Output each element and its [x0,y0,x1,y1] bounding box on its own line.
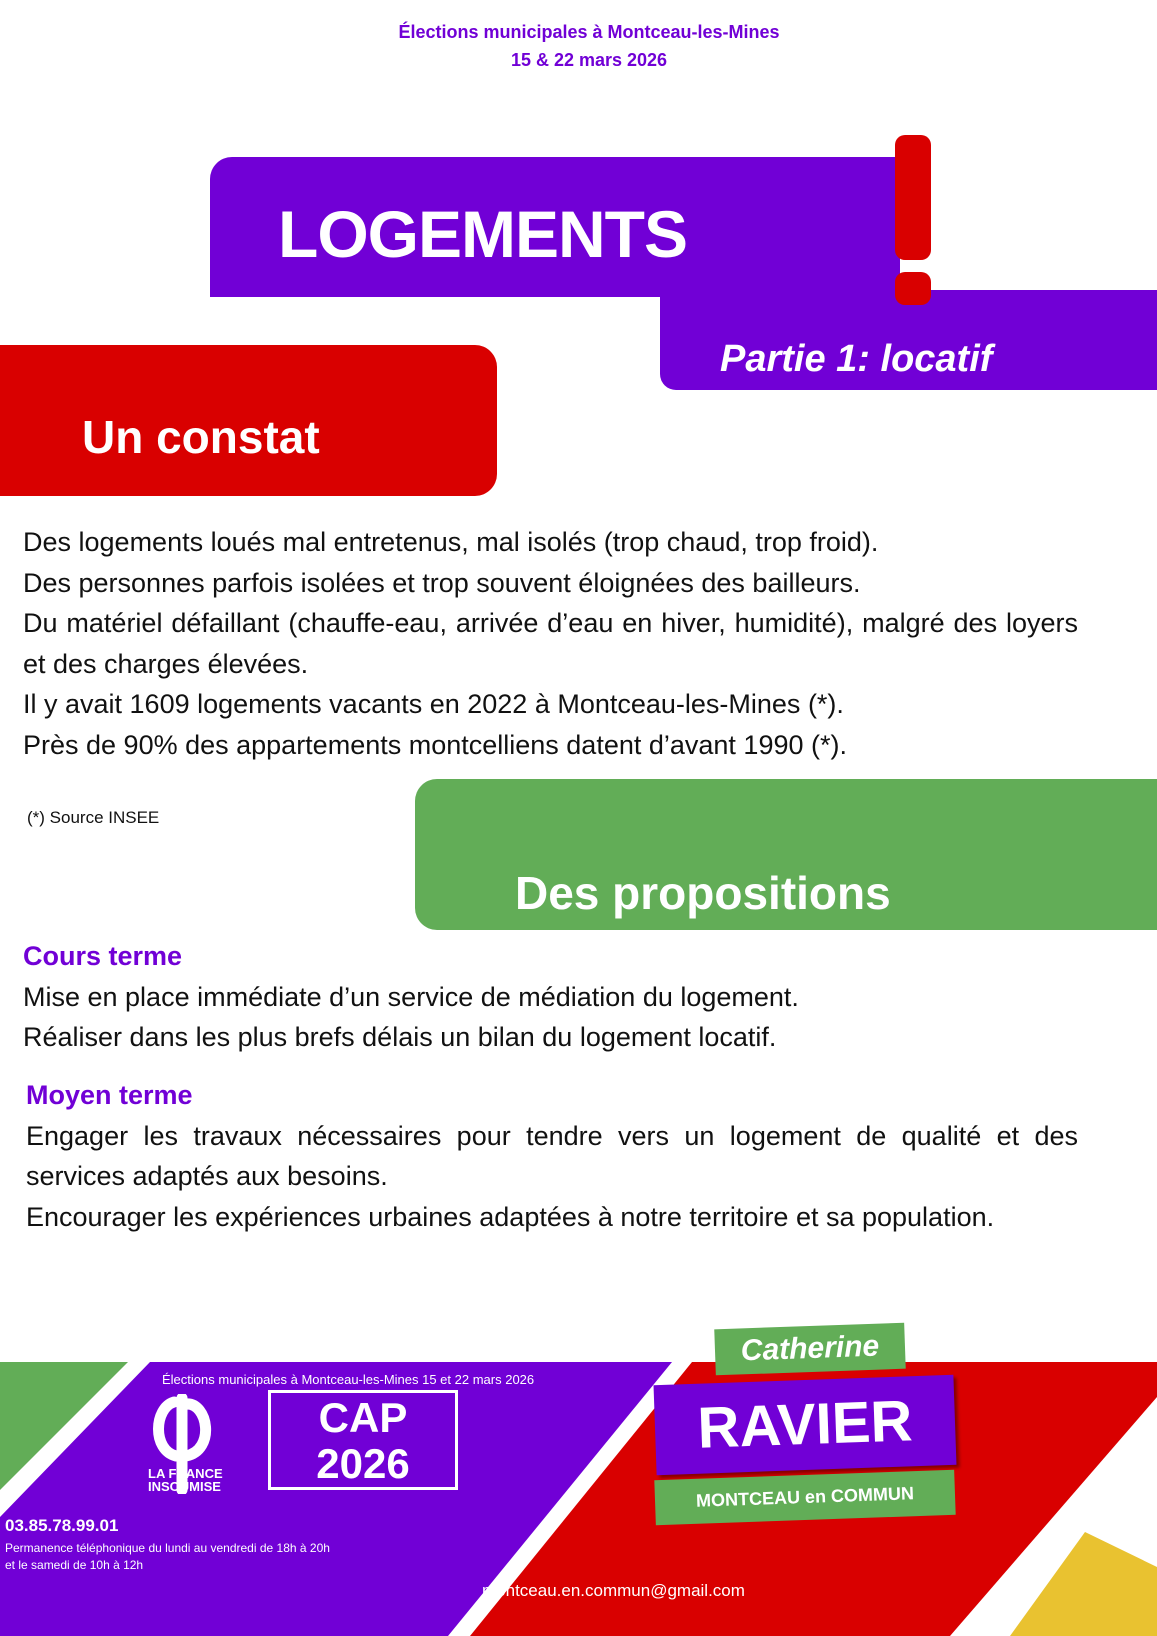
contact-email[interactable]: montceau.en.commun@gmail.com [482,1581,745,1600]
header-line-1: Élections municipales à Montceau-les-Mines [398,22,780,42]
candidate-last-name: RAVIER [654,1375,957,1475]
short-term-item: Mise en place immédiate d’un service de médiation du logement. [23,981,799,1012]
short-term-section [23,936,1078,1058]
mid-term-section [26,1075,1078,1237]
source-note: (*) Source INSEE [27,808,160,827]
constat-paragraph: Des personnes parfois isolées et trop souvent éloignées des bailleurs. [23,567,861,598]
hours-line-2: et le samedi de 10h à 12h [5,1558,144,1572]
france-insoumise-text: LA FRANCE INSOUMISE [148,1466,223,1494]
constat-text [23,522,1078,765]
list-name: MONTCEAU en COMMUN [654,1470,955,1525]
hours-line-1: Permanence téléphonique du lundi au vendredi de 18h à 20h [5,1541,330,1555]
cap-text: CAP [318,1394,408,1441]
short-term-item: Réaliser dans les plus brefs délais un bilan du logement locatif. [23,1022,777,1052]
header-line-2: 15 & 22 mars 2026 [510,50,668,70]
subtitle: Partie 1: locatif [720,338,993,380]
constat-heading: Un constat [82,411,320,463]
cap-2026-logo [268,1390,458,1490]
year-text: 2026 [316,1440,410,1487]
mid-term-item: Engager les travaux nécessaires pour tendre vers un logement de qualité et des services adaptés aux besoins. [26,1120,1078,1191]
short-term-title: Cours terme [23,941,183,971]
footer-election: Élections municipales à Montceau-les-Mines 15 et 22 mars 2026 [162,1372,535,1387]
constat-paragraph: Des logements loués mal entretenus, mal isolés (trop chaud, trop froid). [23,527,879,557]
campaign-footer [0,1329,1157,1636]
mid-term-title: Moyen terme [26,1080,193,1110]
constat-paragraph: Du matériel défaillant (chauffe-eau, arrivée d’eau en hiver, humidité), malgré des loyers et des charges élevées. [23,608,1078,679]
exclamation-icon [893,135,933,305]
propositions-heading: Des propositions [515,867,891,919]
candidate-first-name: Catherine [714,1323,905,1376]
constat-paragraph: Il y avait 1609 logements vacants en 2022 à Montceau-les-Mines (*). [23,689,844,719]
page-title: LOGEMENTS [278,197,688,271]
mid-term-item: Encourager les expériences urbaines adaptées à notre territoire et sa population. [26,1201,995,1232]
constat-paragraph: Près de 90% des appartements montcelliens datent d’avant 1990 (*). [23,729,847,760]
phone-number: 03.85.78.99.01 [5,1516,119,1535]
